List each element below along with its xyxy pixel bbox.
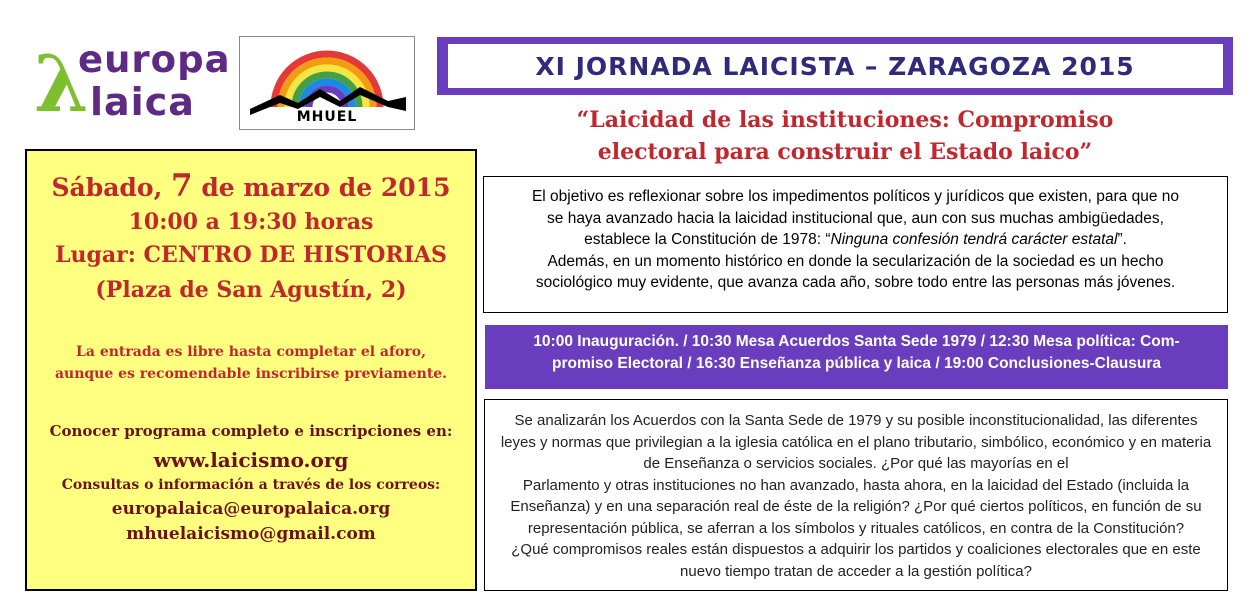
subtitle: [485, 104, 1205, 168]
date-day: 7: [171, 168, 193, 204]
logo-word-europa: europa: [78, 38, 231, 81]
page-title: XI JORNADA LAICISTA – ZARAGOZA 2015: [448, 44, 1223, 88]
objective-line-2: se haya avanzado hacia la laicidad institucional que, aun con sus muchas ambigüedades,: [547, 209, 1164, 227]
description-line: nuevo tiempo tratan de acceder a la gestión política?: [680, 562, 1032, 580]
description-line: Se analizarán los Acuerdos con la Santa Sede de 1979 y su posible inconstitucionalidad, las diferentes: [514, 412, 1198, 429]
objective-line-3: [490, 229, 1221, 251]
description-line: representación pública, se aferran a los símbolos y rituales católicos, en contra de la Constitución?: [527, 519, 1185, 537]
logo-word-laica: laica: [90, 80, 195, 124]
website-link[interactable]: www.laicismo.org: [153, 448, 349, 472]
description-line: Parlamento y otras instituciones no han avanzado, hasta ahora, en la laicidad del Estado (incluida la: [522, 476, 1190, 494]
program-label: Conocer programa completo e inscripciones en:: [49, 422, 453, 440]
description-line: leyes y normas que privilegian a la iglesia católica en el plano tributario, simbólico, económico y en materia: [500, 433, 1212, 451]
event-place: Lugar: CENTRO DE HISTORIAS: [55, 242, 447, 268]
europa-laica-logo: [34, 40, 234, 128]
email-link-europalaica[interactable]: europalaica@europalaica.org: [111, 499, 391, 519]
objective-line-3-suffix: ”.: [1117, 231, 1127, 248]
description-box: [484, 399, 1228, 591]
event-info-box: [25, 149, 477, 591]
event-date: [27, 169, 475, 205]
subtitle-line-2: electoral para construir el Estado laico”: [597, 139, 1093, 165]
constitution-quote: Ninguna confesión tendrá carácter estatal: [830, 231, 1118, 248]
description-line: de Enseñanza o servicios sociales. ¿Por qué las mayorías en el: [643, 455, 1069, 472]
objective-line-1: El objetivo es reflexionar sobre los impedimentos políticos y jurídicos que existen, para que no: [531, 188, 1180, 205]
description-line: Enseñanza) y en una separación real de éste de la religión? ¿Por qué ciertos políticos, en función de su: [510, 498, 1202, 515]
objective-box: [483, 176, 1228, 313]
lambda-symbol-icon: λ: [34, 39, 89, 130]
objective-line-5: sociológico muy evidente, que avanza cada año, sobre todo entre las personas más jóvenes.: [535, 274, 1176, 291]
entry-note-line-1: La entrada es libre hasta completar el aforo,: [76, 344, 426, 360]
mhuel-logo-text: MHUEL: [296, 109, 358, 125]
program-line-1: 10:00 Inauguración. / 10:30 Mesa Acuerdos Santa Sede 1979 / 12:30 Mesa política: Com-: [533, 333, 1180, 350]
consult-label: Consultas o información a través de los correos:: [61, 477, 441, 493]
event-address: (Plaza de San Agustín, 2): [95, 277, 407, 303]
objective-line-4: Además, en un momento histórico en donde la secularización de la sociedad es un hecho: [547, 252, 1164, 270]
subtitle-line-1: “Laicidad de las instituciones: Compromiso: [576, 107, 1114, 133]
entry-note: [27, 341, 475, 385]
mhuel-logo: [239, 36, 415, 130]
entry-note-line-2: aunque es recomendable inscribirse previamente.: [54, 366, 448, 382]
email-link-mhuel[interactable]: mhuelaicismo@gmail.com: [126, 524, 376, 544]
objective-line-3-prefix: establece la Constitución de 1978: “: [584, 231, 831, 248]
date-suffix: de marzo de 2015: [201, 173, 451, 202]
title-banner: [437, 37, 1233, 95]
program-schedule: [485, 325, 1228, 389]
description-line: ¿Qué compromisos reales están dispuestos a adquirir los partidos y coaliciones electorales que en este: [511, 541, 1201, 558]
event-hours: 10:00 a 19:30 horas: [128, 209, 374, 235]
date-prefix: Sábado,: [51, 173, 163, 202]
program-line-2: promiso Electoral / 16:30 Enseñanza pública y laica / 19:00 Conclusiones-Clausura: [551, 355, 1162, 372]
